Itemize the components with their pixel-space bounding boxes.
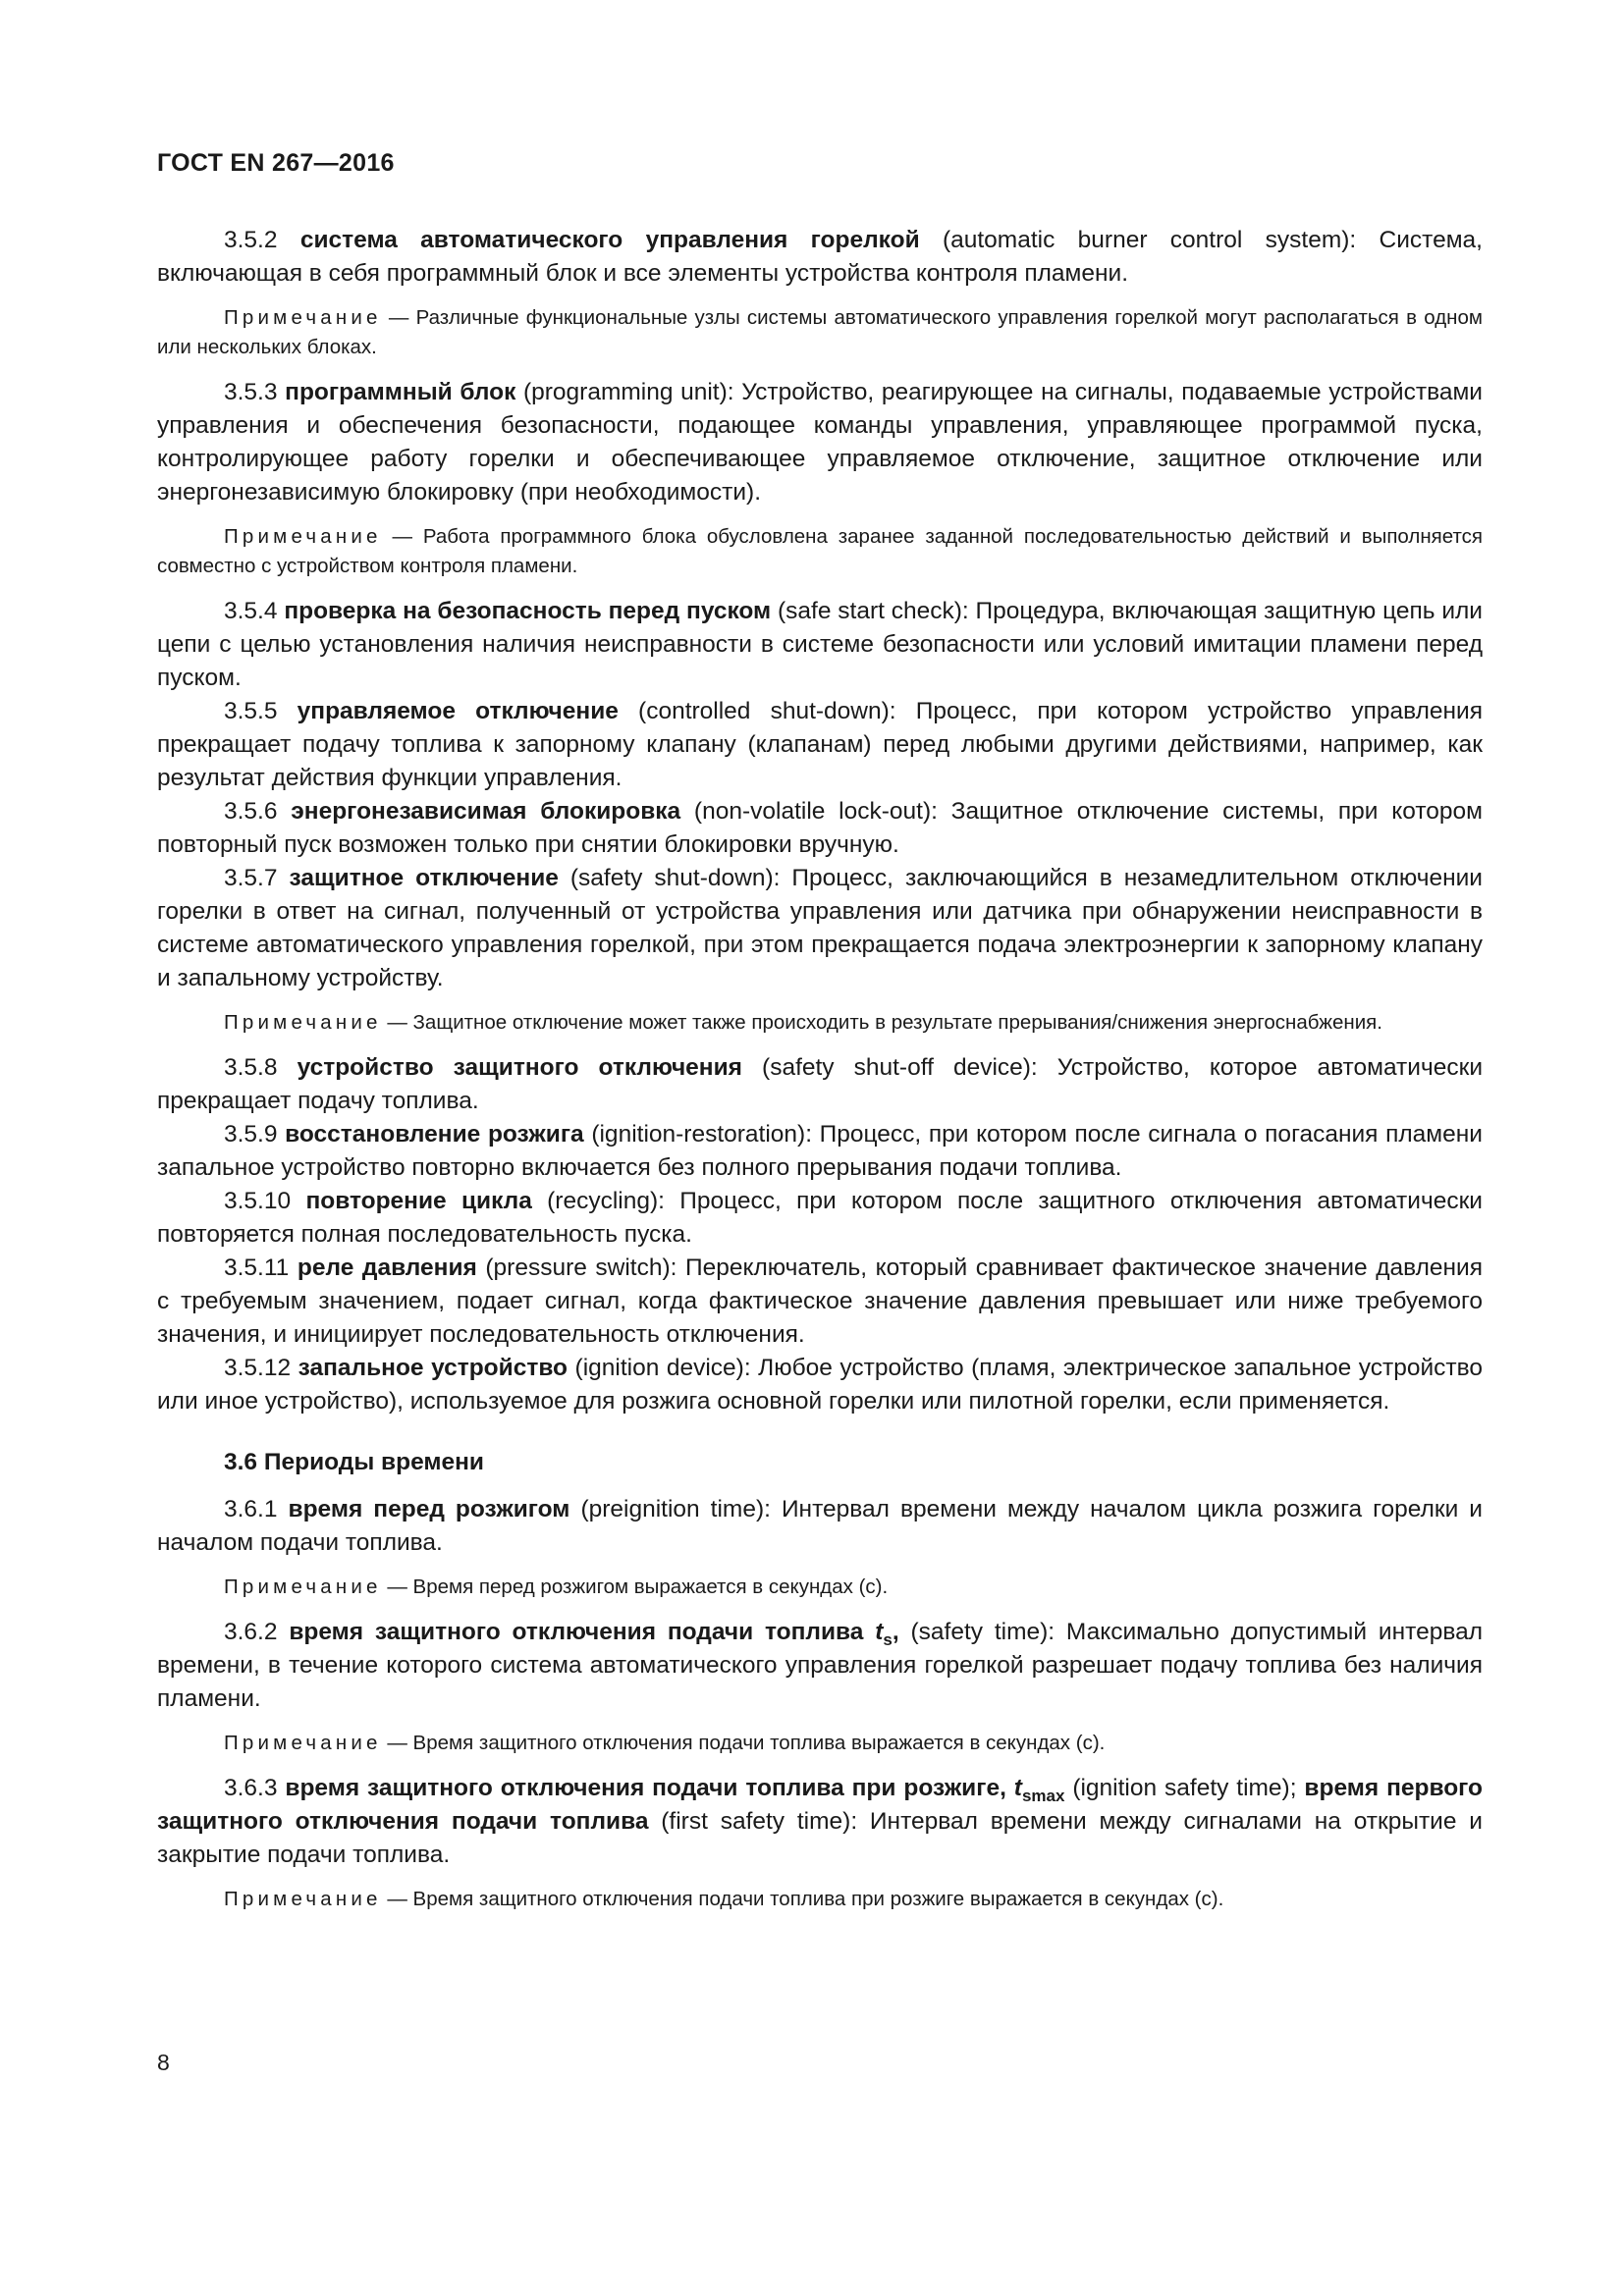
entry-term: устройство защитного отключения <box>297 1054 742 1081</box>
entry-term-alt: время первого защитного отключения подачи топлива <box>157 1775 1484 1835</box>
note-3-5-7 <box>157 1008 1483 1038</box>
term-entry-3-5-11 <box>157 1252 1483 1352</box>
entry-number: 3.5.6 <box>224 798 278 825</box>
entry-term: восстановление розжига <box>285 1121 584 1148</box>
term-entry-3-5-3 <box>157 376 1483 509</box>
symbol-comma: , <box>892 1619 899 1645</box>
note-label: Примечание <box>224 1575 382 1598</box>
term-entry-3-5-12 <box>157 1352 1483 1418</box>
entry-definition: (preignition time): Интервал времени между началом цикла розжига горелки и началом подачи топлива. <box>157 1496 1483 1556</box>
symbol-variable: t <box>875 1619 884 1645</box>
note-3-6-1 <box>157 1573 1483 1602</box>
note-text: — Различные функциональные узлы системы автоматического управления горелкой могут располагаться в одном или нескольких блоках. <box>157 306 1483 358</box>
note-text: — Время защитного отключения подачи топлива выражается в секундах (с). <box>387 1732 1106 1754</box>
symbol-subscript: s <box>883 1629 893 1649</box>
entry-definition: (safety shut-off device): Устройство, которое автоматически прекращает подачу топлива. <box>157 1054 1484 1114</box>
entry-definition: (ignition device): Любое устройство (пламя, электрическое запальное устройство или иное устройство), используемое для розжига основной горелки или пилотной горелки, если применяется. <box>157 1355 1484 1415</box>
entry-term: система автоматического управления горелкой <box>299 227 920 253</box>
note-3-5-3 <box>157 522 1483 581</box>
page-body <box>157 224 1483 1928</box>
note-text: — Работа программного блока обусловлена заранее заданной последовательностью действий и выполняется совместно с устройством контроля пламени. <box>157 525 1483 577</box>
note-label: Примечание <box>224 1732 382 1754</box>
entry-definition: (safety shut-down): Процесс, заключающийся в незамедлительном отключении горелки в ответ на сигнал, полученный от устройства управления или датчика при обнаружении неисправности в системе автоматического управления горелкой, при этом прекращается подача электроэнергии к запорному клапану и запальному устройству. <box>157 865 1483 991</box>
entry-number: 3.5.7 <box>224 865 278 891</box>
entry-number: 3.6.2 <box>224 1619 278 1645</box>
entry-definition: (safety time): Максимально допустимый интервал времени, в течение которого система автоматического управления горелкой разрешает подачу топлива без наличия пламени. <box>157 1619 1483 1712</box>
entry-term: время защитного отключения подачи топлива <box>289 1619 876 1645</box>
term-entry-3-6-2 <box>157 1616 1483 1716</box>
entry-definition: (non-volatile lock-out): Защитное отключение системы, при котором повторный пуск возможен только при снятии блокировки вручную. <box>157 798 1483 858</box>
entry-definition: (programming unit): Устройство, реагирующее на сигналы, подаваемые устройствами управления и обеспечения безопасности, подающее команды управления, управляющее программой пуска, контролирующее работу горелки и обеспечивающее управляемое отключение, защитное отключение или энергонезависимую блокировку (при необходимости). <box>157 379 1483 506</box>
entry-term: управляемое отключение <box>297 698 619 724</box>
term-entry-3-6-1 <box>157 1493 1483 1560</box>
entry-definition: (automatic burner control system): Система, включающая в себя программный блок и все элементы устройства контроля пламени. <box>157 227 1483 287</box>
term-entry-3-5-9 <box>157 1118 1483 1185</box>
note-text: — Время перед розжигом выражается в секундах (с). <box>387 1575 889 1598</box>
page-number: 8 <box>157 2050 170 2075</box>
note-3-6-2 <box>157 1729 1483 1758</box>
entry-number: 3.5.2 <box>224 227 278 253</box>
note-label: Примечание <box>224 1011 382 1034</box>
entry-number: 3.5.12 <box>224 1355 292 1381</box>
entry-number: 3.5.5 <box>224 698 278 724</box>
note-label: Примечание <box>224 306 382 329</box>
entry-term: защитное отключение <box>289 865 559 891</box>
entry-number: 3.6.1 <box>224 1496 278 1522</box>
entry-term: реле давления <box>297 1255 477 1281</box>
entry-definition: (ignition-restoration): Процесс, при котором после сигнала о погасания пламени запальное устройство повторно включается без полного прерывания подачи топлива. <box>157 1121 1483 1181</box>
term-entry-3-5-2 <box>157 224 1483 291</box>
note-text: — Защитное отключение может также происходить в результате прерывания/снижения энергоснабжения. <box>387 1011 1382 1034</box>
entry-number: 3.5.10 <box>224 1188 292 1214</box>
entry-term: энергонезависимая блокировка <box>291 798 681 825</box>
note-3-6-3 <box>157 1885 1483 1914</box>
entry-term: проверка на безопасность перед пуском <box>284 598 772 624</box>
note-3-5-2 <box>157 303 1483 362</box>
note-label: Примечание <box>224 1888 382 1910</box>
entry-definition: (controlled shut-down): Процесс, при котором устройство управления прекращает подачу топлива к запорному клапану (клапанам) перед любыми другими действиями, например, как результат действия функции управления. <box>157 698 1484 791</box>
section-title-3-6: 3.6 Периоды времени <box>224 1449 484 1475</box>
symbol-variable: t <box>1013 1775 1022 1801</box>
entry-term: время перед розжигом <box>288 1496 570 1522</box>
entry-number: 3.5.4 <box>224 598 278 624</box>
entry-definition: (first safety time): Интервал времени между сигналами на открытие и закрытие подачи топлива. <box>157 1808 1483 1868</box>
term-entry-3-5-8 <box>157 1051 1483 1118</box>
document-header: ГОСТ EN 267—2016 <box>157 149 395 177</box>
entry-term: запальное устройство <box>298 1355 568 1381</box>
entry-definition: (pressure switch): Переключатель, который сравнивает фактическое значение давления с требуемым значением, подает сигнал, когда фактическое значение давления превышает или ниже требуемого значения, и инициирует последовательность отключения. <box>157 1255 1483 1348</box>
entry-number: 3.6.3 <box>224 1775 278 1801</box>
term-entry-3-5-10 <box>157 1185 1483 1252</box>
term-entry-3-5-4 <box>157 595 1483 695</box>
term-entry-3-6-3 <box>157 1772 1483 1872</box>
entry-number: 3.5.11 <box>224 1255 290 1281</box>
entry-definition: (recycling): Процесс, при котором после защитного отключения автоматически повторяется полная последовательность пуска. <box>157 1188 1483 1248</box>
entry-number: 3.5.3 <box>224 379 278 405</box>
term-entry-3-5-6 <box>157 795 1483 862</box>
note-label: Примечание <box>224 525 382 548</box>
entry-number: 3.5.8 <box>224 1054 278 1081</box>
entry-term: время защитного отключения подачи топлива при розжиге, <box>285 1775 1014 1801</box>
entry-term: программный блок <box>285 379 516 405</box>
term-entry-3-5-7 <box>157 862 1483 995</box>
entry-number: 3.5.9 <box>224 1121 278 1148</box>
term-entry-3-5-5 <box>157 695 1483 795</box>
note-text: — Время защитного отключения подачи топлива при розжиге выражается в секундах (с). <box>387 1888 1224 1910</box>
entry-definition: (safe start check): Процедура, включающая защитную цепь или цепи с целью установления наличия неисправности в системе безопасности или условий имитации пламени перед пуском. <box>157 598 1483 691</box>
entry-definition-part: (ignition safety time); <box>1064 1775 1305 1801</box>
entry-term: повторение цикла <box>305 1188 532 1214</box>
symbol-subscript: smax <box>1021 1786 1065 1805</box>
